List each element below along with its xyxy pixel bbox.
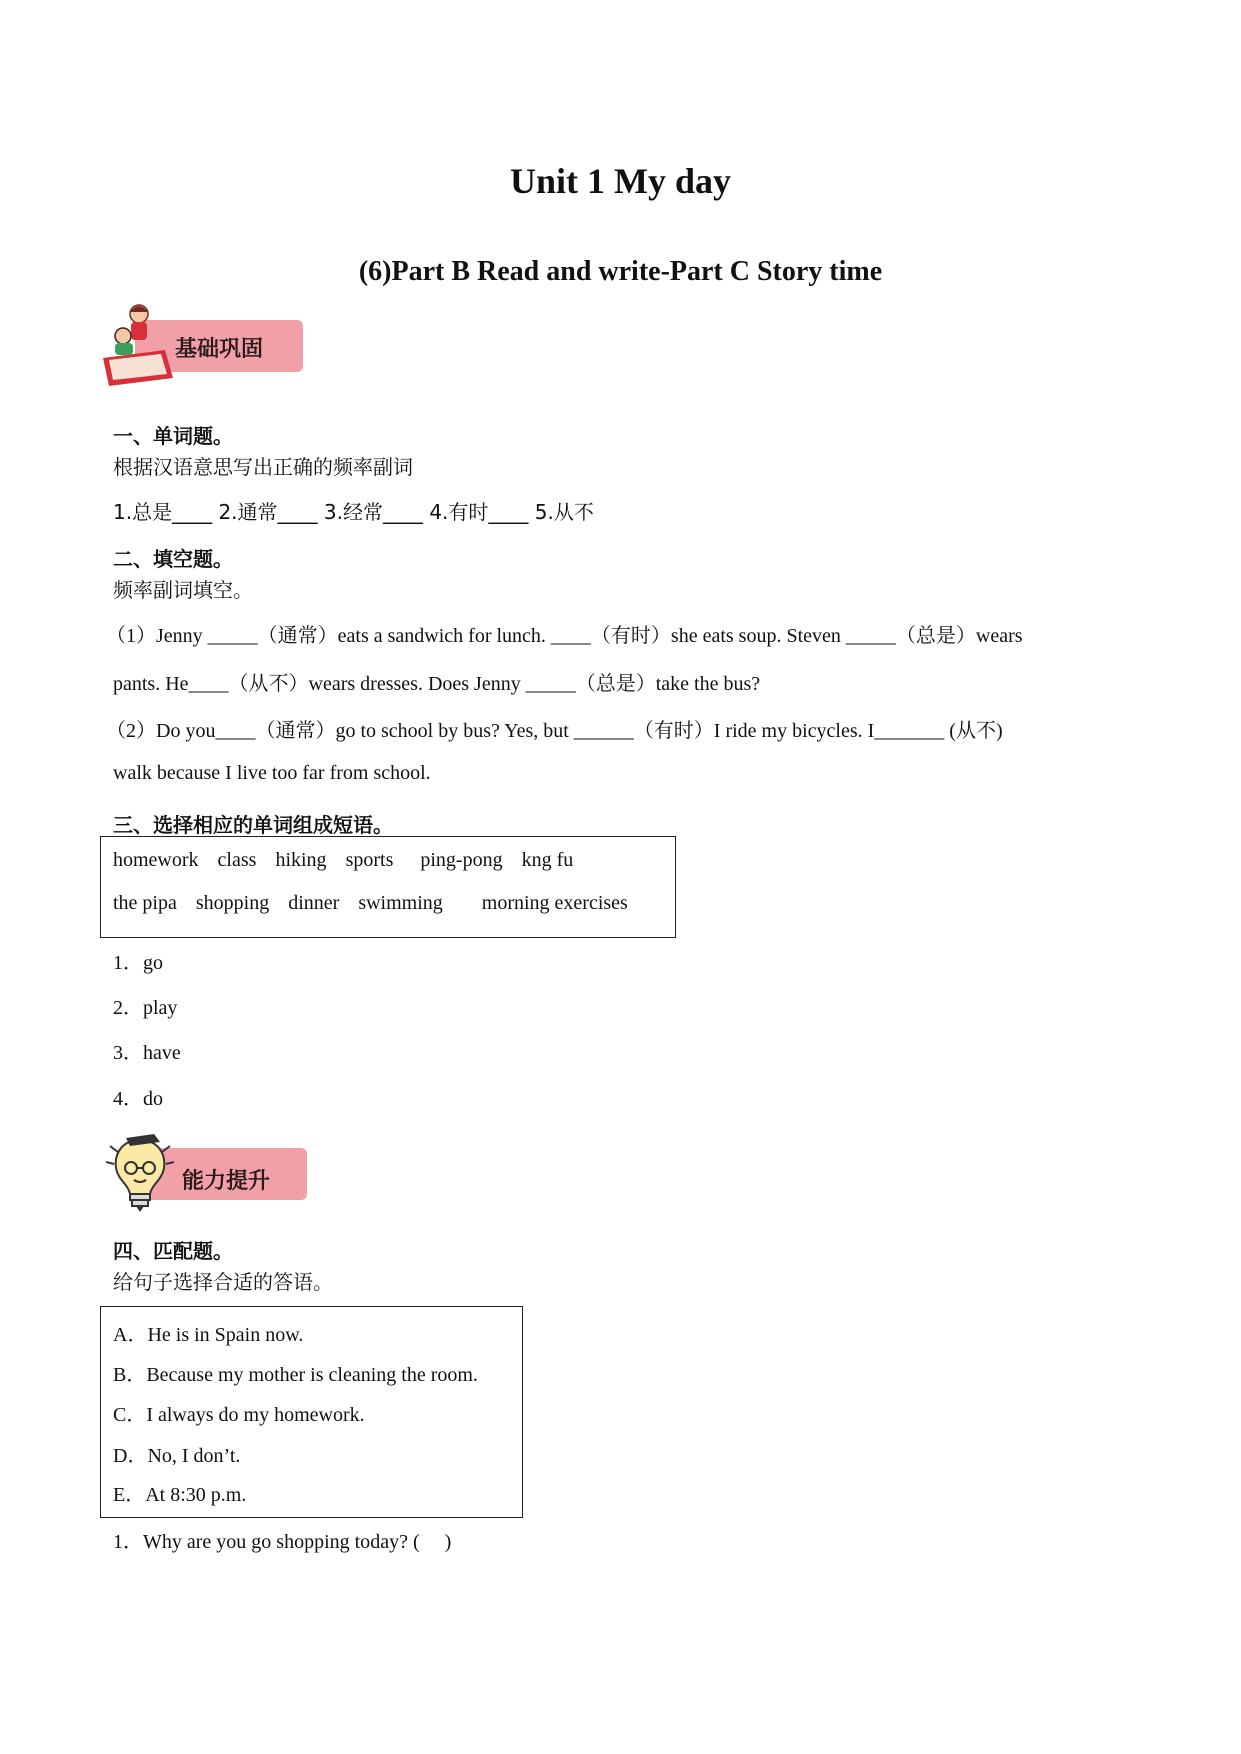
section-banner-advanced-label: 能力提升	[182, 1169, 271, 1194]
word-bank-word: ping-pong	[420, 849, 503, 871]
section-2-heading: 二、填空题。	[113, 547, 233, 571]
phrase-item-go: 1．go	[113, 952, 163, 974]
section-1-instruction: 根据汉语意思写出正确的频率副词	[113, 455, 413, 479]
section-4-heading: 四、匹配题。	[113, 1239, 233, 1263]
answer-option-c: C．I always do my homework.	[113, 1404, 365, 1426]
section-banner-basic	[95, 300, 305, 390]
phrase-item-do: 4．do	[113, 1088, 163, 1110]
word-bank-box	[100, 836, 676, 938]
section-banner-basic-label: 基础巩固	[175, 337, 264, 362]
word-bank-word: swimming	[358, 892, 443, 914]
answer-options-box	[100, 1306, 523, 1518]
page-title: Unit 1 My day	[509, 161, 731, 201]
answer-option-b: B．Because my mother is cleaning the room.	[113, 1364, 478, 1386]
phrase-item-play: 2．play	[113, 997, 178, 1019]
section-2-paragraph-1a: （1）Jenny _____（通常）eats a sandwich for lunch. ____（有时）she eats soup. Steven _____（总是）wears	[106, 625, 1023, 647]
word-bank-word: sports	[345, 849, 394, 871]
word-bank-word: homework	[113, 849, 199, 871]
section-1-heading: 一、单词题。	[113, 424, 233, 448]
section-1-items: 1.总是____ 2.通常____ 3.经常____ 4.有时____ 5.从不	[113, 500, 594, 524]
word-bank-word: dinner	[288, 892, 340, 914]
answer-option-d: D．No, I don’t.	[113, 1445, 241, 1467]
lightbulb-icon	[100, 1132, 190, 1222]
page-subtitle: (6)Part B Read and write-Part C Story time	[358, 256, 883, 287]
section-3-heading: 三、选择相应的单词组成短语。	[113, 813, 393, 837]
word-bank-row-1	[113, 849, 587, 872]
answer-option-a: A．He is in Spain now.	[113, 1324, 304, 1346]
word-bank-word: the pipa	[113, 892, 177, 914]
section-2-paragraph-2b: walk because I live too far from school.	[113, 762, 431, 784]
phrase-item-have: 3．have	[113, 1042, 181, 1064]
word-bank-word: class	[217, 849, 257, 871]
section-2-instruction: 频率副词填空。	[113, 578, 253, 602]
answer-option-e: E．At 8:30 p.m.	[113, 1484, 247, 1506]
section-banner-advanced	[100, 1132, 310, 1222]
word-bank-word: kng fu	[521, 849, 574, 871]
word-bank-word: hiking	[275, 849, 327, 871]
section-2-paragraph-2a: （2）Do you____（通常）go to school by bus? Yes, but ______（有时）I ride my bicycles. I_______ (从不)	[106, 720, 1003, 742]
word-bank-word: morning exercises	[481, 892, 628, 914]
word-bank-word: shopping	[195, 892, 270, 914]
section-2-paragraph-1b: pants. He____（从不）wears dresses. Does Jenny _____（总是）take the bus?	[113, 673, 761, 695]
matching-question-1: 1．Why are you go shopping today? ( )	[113, 1531, 452, 1553]
word-bank-row-2	[113, 892, 642, 915]
section-4-instruction: 给句子选择合适的答语。	[113, 1270, 333, 1294]
